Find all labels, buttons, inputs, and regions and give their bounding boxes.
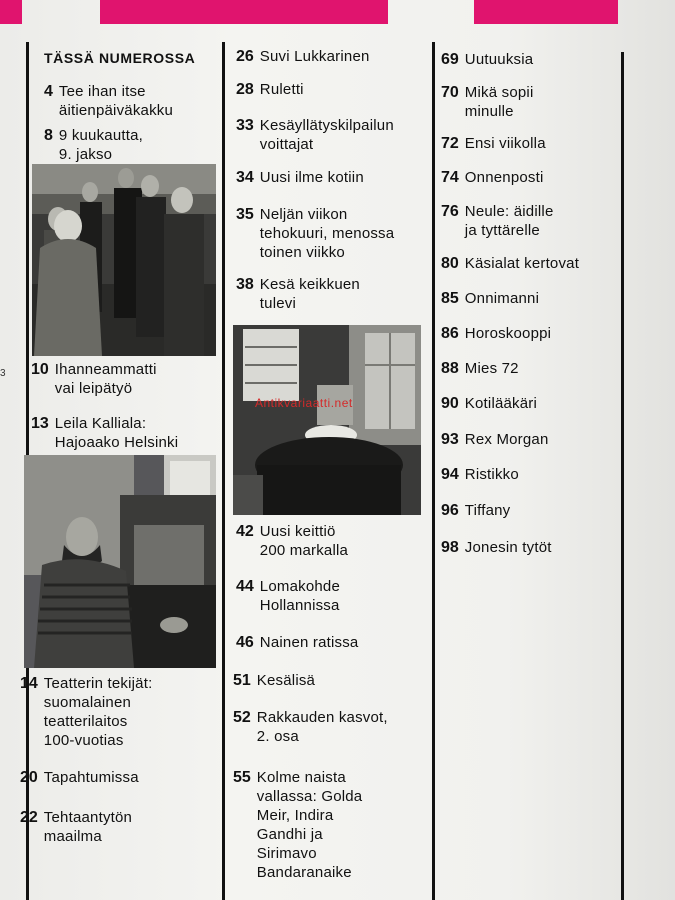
toc-page-number: 14 bbox=[20, 675, 38, 692]
toc-entry[interactable] bbox=[236, 205, 394, 262]
toc-page-number: 10 bbox=[31, 361, 49, 378]
toc-page-number: 90 bbox=[441, 395, 459, 412]
toc-entry[interactable] bbox=[236, 47, 370, 66]
magenta-strip-right bbox=[474, 0, 618, 24]
toc-page-number: 74 bbox=[441, 169, 459, 186]
toc-title: Jonesin tytöt bbox=[464, 539, 552, 556]
toc-entry[interactable] bbox=[20, 808, 132, 846]
toc-page-number: 69 bbox=[441, 51, 459, 68]
toc-title: Rakkauden kasvot, 2. osa bbox=[256, 709, 388, 745]
toc-page-number: 70 bbox=[441, 84, 459, 101]
toc-title: Neljän viikon tehokuuri, menossa toinen viikko bbox=[259, 206, 395, 261]
toc-entry[interactable] bbox=[441, 202, 553, 240]
toc-page-number: 85 bbox=[441, 290, 459, 307]
toc-page-number: 98 bbox=[441, 539, 459, 556]
toc-page-number: 20 bbox=[20, 769, 38, 786]
edge-char: 3 bbox=[0, 368, 6, 379]
toc-title: Tee ihan itse äitienpäiväkakku bbox=[58, 83, 174, 119]
toc-title: Uusi keittiö 200 markalla bbox=[259, 523, 349, 559]
toc-title: Kesäyllätyskilpailun voittajat bbox=[259, 117, 394, 153]
toc-title: Onnimanni bbox=[464, 290, 540, 307]
toc-page-number: 86 bbox=[441, 325, 459, 342]
toc-entry[interactable] bbox=[441, 465, 519, 484]
toc-title: Teatterin tekijät: suomalainen teatterilaitos 100-vuotias bbox=[43, 675, 153, 749]
toc-title: Mikä sopii minulle bbox=[464, 84, 534, 120]
toc-page-number: 38 bbox=[236, 276, 254, 293]
column-rule-2 bbox=[222, 42, 225, 900]
toc-entry[interactable] bbox=[441, 134, 546, 153]
toc-title: Tiffany bbox=[464, 502, 511, 519]
toc-title: Leila Kalliala: Hajoaako Helsinki bbox=[54, 415, 179, 451]
photo-man-at-desk bbox=[24, 455, 216, 668]
toc-page-number: 13 bbox=[31, 415, 49, 432]
toc-page-number: 4 bbox=[44, 83, 53, 100]
watermark: Antikvariaatti.net bbox=[255, 396, 353, 410]
column-rule-3 bbox=[432, 42, 435, 900]
toc-page-number: 76 bbox=[441, 203, 459, 220]
toc-entry[interactable] bbox=[236, 275, 360, 313]
toc-title: Uusi ilme kotiin bbox=[259, 169, 364, 186]
toc-entry[interactable] bbox=[44, 126, 143, 164]
toc-page-number: 8 bbox=[44, 127, 53, 144]
toc-page-number: 88 bbox=[441, 360, 459, 377]
toc-title: Uutuuksia bbox=[464, 51, 534, 68]
toc-entry[interactable] bbox=[236, 577, 340, 615]
toc-page-number: 34 bbox=[236, 169, 254, 186]
toc-entry[interactable] bbox=[441, 289, 539, 308]
toc-entry[interactable] bbox=[44, 82, 173, 120]
toc-page-number: 96 bbox=[441, 502, 459, 519]
toc-entry[interactable] bbox=[236, 522, 348, 560]
toc-entry[interactable] bbox=[236, 633, 358, 652]
toc-entry[interactable] bbox=[233, 671, 315, 690]
toc-page-number: 93 bbox=[441, 431, 459, 448]
toc-entry[interactable] bbox=[20, 768, 139, 787]
toc-page-number: 94 bbox=[441, 466, 459, 483]
magenta-strip-left bbox=[0, 0, 22, 24]
toc-entry[interactable] bbox=[441, 254, 579, 273]
toc-entry[interactable] bbox=[233, 708, 388, 746]
toc-page-number: 80 bbox=[441, 255, 459, 272]
column-rule-4 bbox=[621, 52, 624, 900]
toc-page-number: 44 bbox=[236, 578, 254, 595]
toc-title: Mies 72 bbox=[464, 360, 519, 377]
toc-title: Kolme naista vallassa: Golda Meir, Indira Gandhi ja Sirimavo Bandaranaike bbox=[256, 769, 363, 881]
toc-entry[interactable] bbox=[441, 501, 510, 520]
toc-entry[interactable] bbox=[236, 116, 394, 154]
toc-page-number: 46 bbox=[236, 634, 254, 651]
toc-title: Kesä keikkuen tulevi bbox=[259, 276, 360, 312]
photo-kitchen-interior bbox=[233, 325, 421, 515]
toc-entry[interactable] bbox=[31, 360, 157, 398]
toc-page-number: 52 bbox=[233, 709, 251, 726]
toc-entry[interactable] bbox=[20, 674, 152, 750]
magenta-strip-center bbox=[100, 0, 388, 24]
toc-title: Suvi Lukkarinen bbox=[259, 48, 370, 65]
toc-title: Käsialat kertovat bbox=[464, 255, 580, 272]
toc-entry[interactable] bbox=[441, 538, 552, 557]
toc-entry[interactable] bbox=[233, 768, 362, 882]
toc-title: Lomakohde Hollannissa bbox=[259, 578, 340, 614]
toc-entry[interactable] bbox=[441, 359, 519, 378]
toc-title: Kotilääkäri bbox=[464, 395, 538, 412]
toc-page-number: 51 bbox=[233, 672, 251, 689]
toc-title: Ensi viikolla bbox=[464, 135, 546, 152]
toc-page-number: 28 bbox=[236, 81, 254, 98]
toc-title: 9 kuukautta, 9. jakso bbox=[58, 127, 144, 163]
toc-entry[interactable] bbox=[441, 394, 537, 413]
toc-title: Ristikko bbox=[464, 466, 519, 483]
toc-page-number: 26 bbox=[236, 48, 254, 65]
toc-title: Horoskooppi bbox=[464, 325, 552, 342]
toc-page-number: 35 bbox=[236, 206, 254, 223]
toc-entry[interactable] bbox=[441, 83, 533, 121]
toc-title: Ruletti bbox=[259, 81, 304, 98]
toc-title: Tehtaantytön maailma bbox=[43, 809, 133, 845]
toc-entry[interactable] bbox=[31, 414, 178, 452]
toc-entry[interactable] bbox=[441, 168, 544, 187]
toc-title: Neule: äidille ja tyttärelle bbox=[464, 203, 554, 239]
toc-title: Kesälisä bbox=[256, 672, 316, 689]
toc-title: Ihanneammatti vai leipätyö bbox=[54, 361, 157, 397]
toc-entry[interactable] bbox=[441, 324, 551, 343]
toc-title: Tapahtumissa bbox=[43, 769, 139, 786]
toc-title: Onnenposti bbox=[464, 169, 544, 186]
photo-group-of-women bbox=[32, 164, 216, 356]
toc-title: Nainen ratissa bbox=[259, 634, 359, 651]
contents-heading: TÄSSÄ NUMEROSSA bbox=[44, 50, 196, 66]
toc-page-number: 22 bbox=[20, 809, 38, 826]
toc-page-number: 33 bbox=[236, 117, 254, 134]
toc-entry[interactable] bbox=[441, 50, 533, 69]
toc-title: Rex Morgan bbox=[464, 431, 549, 448]
toc-page-number: 72 bbox=[441, 135, 459, 152]
toc-entry[interactable] bbox=[236, 80, 304, 99]
toc-page-number: 55 bbox=[233, 769, 251, 786]
toc-entry[interactable] bbox=[236, 168, 364, 187]
toc-entry[interactable] bbox=[441, 430, 549, 449]
toc-page-number: 42 bbox=[236, 523, 254, 540]
